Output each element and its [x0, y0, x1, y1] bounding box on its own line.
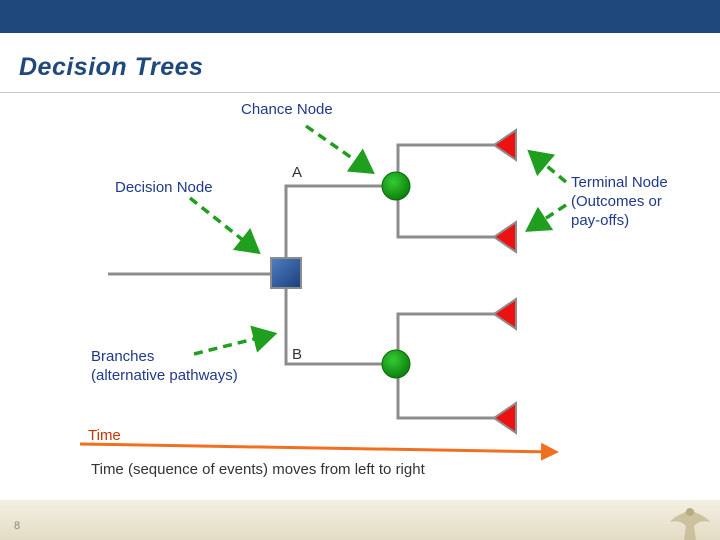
decision-node-pointer-arrow — [190, 198, 258, 252]
footer-bar — [0, 500, 720, 540]
terminal-node-label — [571, 173, 668, 230]
chance-node-a-circle-icon — [382, 172, 410, 200]
terminal-node-2-triangle-icon — [494, 222, 516, 252]
terminal-lower-pointer-arrow — [528, 205, 566, 230]
slide-title: Decision Trees — [19, 53, 204, 81]
eagle-emblem-icon — [660, 500, 720, 540]
terminal-upper-pointer-arrow — [530, 152, 566, 182]
branches-label-line-2: (alternative pathways) — [91, 367, 238, 384]
time-label: Time — [88, 427, 121, 444]
chance-a-outcomes — [398, 145, 496, 237]
branches-label-line-1: Branches — [91, 348, 155, 365]
decision-node-label: Decision Node — [115, 179, 213, 196]
terminal-node-4-triangle-icon — [494, 403, 516, 433]
chance-node-b-circle-icon — [382, 350, 410, 378]
decision-node-square-icon — [271, 258, 301, 288]
terminal-node-label-line-2: (Outcomes or — [571, 193, 662, 210]
terminal-node-label-line-1: Terminal Node — [571, 174, 668, 191]
time-arrow — [80, 444, 556, 452]
terminal-node-1-triangle-icon — [494, 130, 516, 160]
chance-node-pointer-arrow — [306, 126, 372, 172]
page-number: 8 — [14, 520, 21, 532]
chance-b-outcomes — [398, 314, 496, 418]
terminal-node-label-line-3: pay-offs) — [571, 212, 630, 229]
branch-a-label: A — [292, 164, 303, 181]
terminal-nodes — [494, 130, 516, 433]
terminal-node-3-triangle-icon — [494, 299, 516, 329]
branches-label — [91, 347, 238, 385]
time-caption: Time (sequence of events) moves from left to right — [91, 461, 425, 478]
chance-node-label: Chance Node — [241, 101, 333, 118]
branch-b-label: B — [292, 346, 303, 363]
